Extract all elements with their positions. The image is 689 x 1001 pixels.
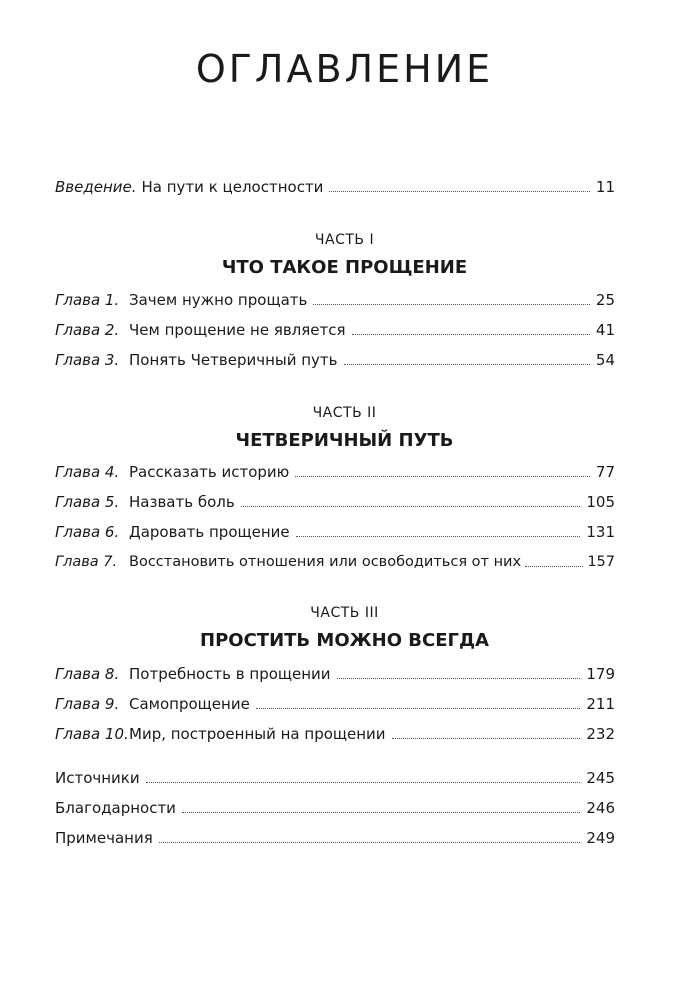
dot-leader — [295, 476, 590, 477]
dot-leader — [296, 536, 581, 537]
dot-leader — [352, 334, 590, 335]
toc-entry-notes[interactable] — [55, 827, 615, 849]
toc-entry-sources[interactable] — [55, 767, 615, 789]
chapter-title: Мир, построенный на прощении — [129, 725, 386, 743]
chapter-label: Глава 4. — [55, 463, 120, 481]
page-number: 179 — [586, 665, 615, 683]
dot-leader — [313, 304, 590, 305]
toc-entry-chapter-9[interactable] — [55, 693, 615, 715]
chapter-title: Рассказать историю — [129, 463, 290, 481]
dot-leader — [159, 842, 581, 843]
chapter-label: Глава 3. — [55, 351, 120, 369]
page-number: 105 — [586, 493, 615, 511]
chapter-title: Понять Четверичный путь — [129, 351, 338, 369]
page-number: 246 — [586, 799, 615, 817]
back-matter-title: Примечания — [55, 829, 153, 847]
toc-entry-chapter-4[interactable] — [55, 461, 615, 483]
page-number: 157 — [587, 554, 615, 570]
chapter-title: Даровать прощение — [129, 523, 290, 541]
page-number: 11 — [595, 178, 615, 196]
dot-leader — [182, 812, 580, 813]
intro-title: На пути к целостности — [141, 178, 324, 196]
toc-entry-introduction[interactable] — [55, 176, 615, 198]
back-matter-title: Источники — [55, 769, 140, 787]
toc-entry-chapter-6[interactable] — [55, 521, 615, 543]
page-number: 54 — [595, 351, 615, 369]
toc-entry-chapter-8[interactable] — [55, 663, 615, 685]
part-3-label: ЧАСТЬ III — [310, 605, 379, 621]
chapter-label: Глава 9. — [55, 695, 120, 713]
page-number: 232 — [586, 725, 615, 743]
chapter-title: Назвать боль — [129, 493, 235, 511]
page-number: 131 — [586, 523, 615, 541]
chapter-label: Глава 8. — [55, 665, 120, 683]
chapter-label: Глава 2. — [55, 321, 120, 339]
dot-leader — [146, 782, 581, 783]
page-title: ОГЛАВЛЕНИЕ — [195, 47, 494, 91]
page-number: 41 — [595, 321, 615, 339]
toc-entry-chapter-2[interactable] — [55, 319, 615, 341]
page-number: 25 — [595, 291, 615, 309]
chapter-label: Глава 6. — [55, 523, 120, 541]
page-number: 211 — [586, 695, 615, 713]
chapter-title: Зачем нужно прощать — [129, 291, 308, 309]
toc-entry-acknowledgements[interactable] — [55, 797, 615, 819]
chapter-label: Глава 1. — [55, 291, 120, 309]
chapter-title: Самопрощение — [129, 695, 250, 713]
chapter-label: Глава 10. — [55, 725, 129, 743]
toc-entry-chapter-3[interactable] — [55, 349, 615, 371]
intro-label: Введение. — [55, 178, 137, 196]
part-2-title: ЧЕТВЕРИЧНЫЙ ПУТЬ — [235, 430, 454, 451]
chapter-title: Восстановить отношения или освободиться от них — [129, 554, 522, 570]
dot-leader — [392, 738, 581, 739]
part-3-title: ПРОСТИТЬ МОЖНО ВСЕГДА — [200, 630, 489, 651]
toc-entry-chapter-1[interactable] — [55, 289, 615, 311]
chapter-title: Потребность в прощении — [129, 665, 331, 683]
dot-leader — [525, 566, 583, 567]
dot-leader — [344, 364, 590, 365]
part-1-label: ЧАСТЬ I — [314, 232, 375, 248]
toc-entry-chapter-10[interactable] — [55, 723, 615, 745]
dot-leader — [256, 708, 581, 709]
page-number: 249 — [586, 829, 615, 847]
toc-entry-chapter-7[interactable] — [55, 551, 615, 573]
chapter-label: Глава 5. — [55, 493, 120, 511]
page-number: 245 — [586, 769, 615, 787]
chapter-title: Чем прощение не является — [129, 321, 346, 339]
part-2-label: ЧАСТЬ II — [312, 405, 377, 421]
dot-leader — [329, 191, 589, 192]
page-number: 77 — [595, 463, 615, 481]
toc-entry-chapter-5[interactable] — [55, 491, 615, 513]
back-matter-title: Благодарности — [55, 799, 176, 817]
dot-leader — [241, 506, 581, 507]
chapter-label: Глава 7. — [55, 554, 118, 570]
part-1-title: ЧТО ТАКОЕ ПРОЩЕНИЕ — [221, 257, 468, 278]
dot-leader — [337, 678, 581, 679]
